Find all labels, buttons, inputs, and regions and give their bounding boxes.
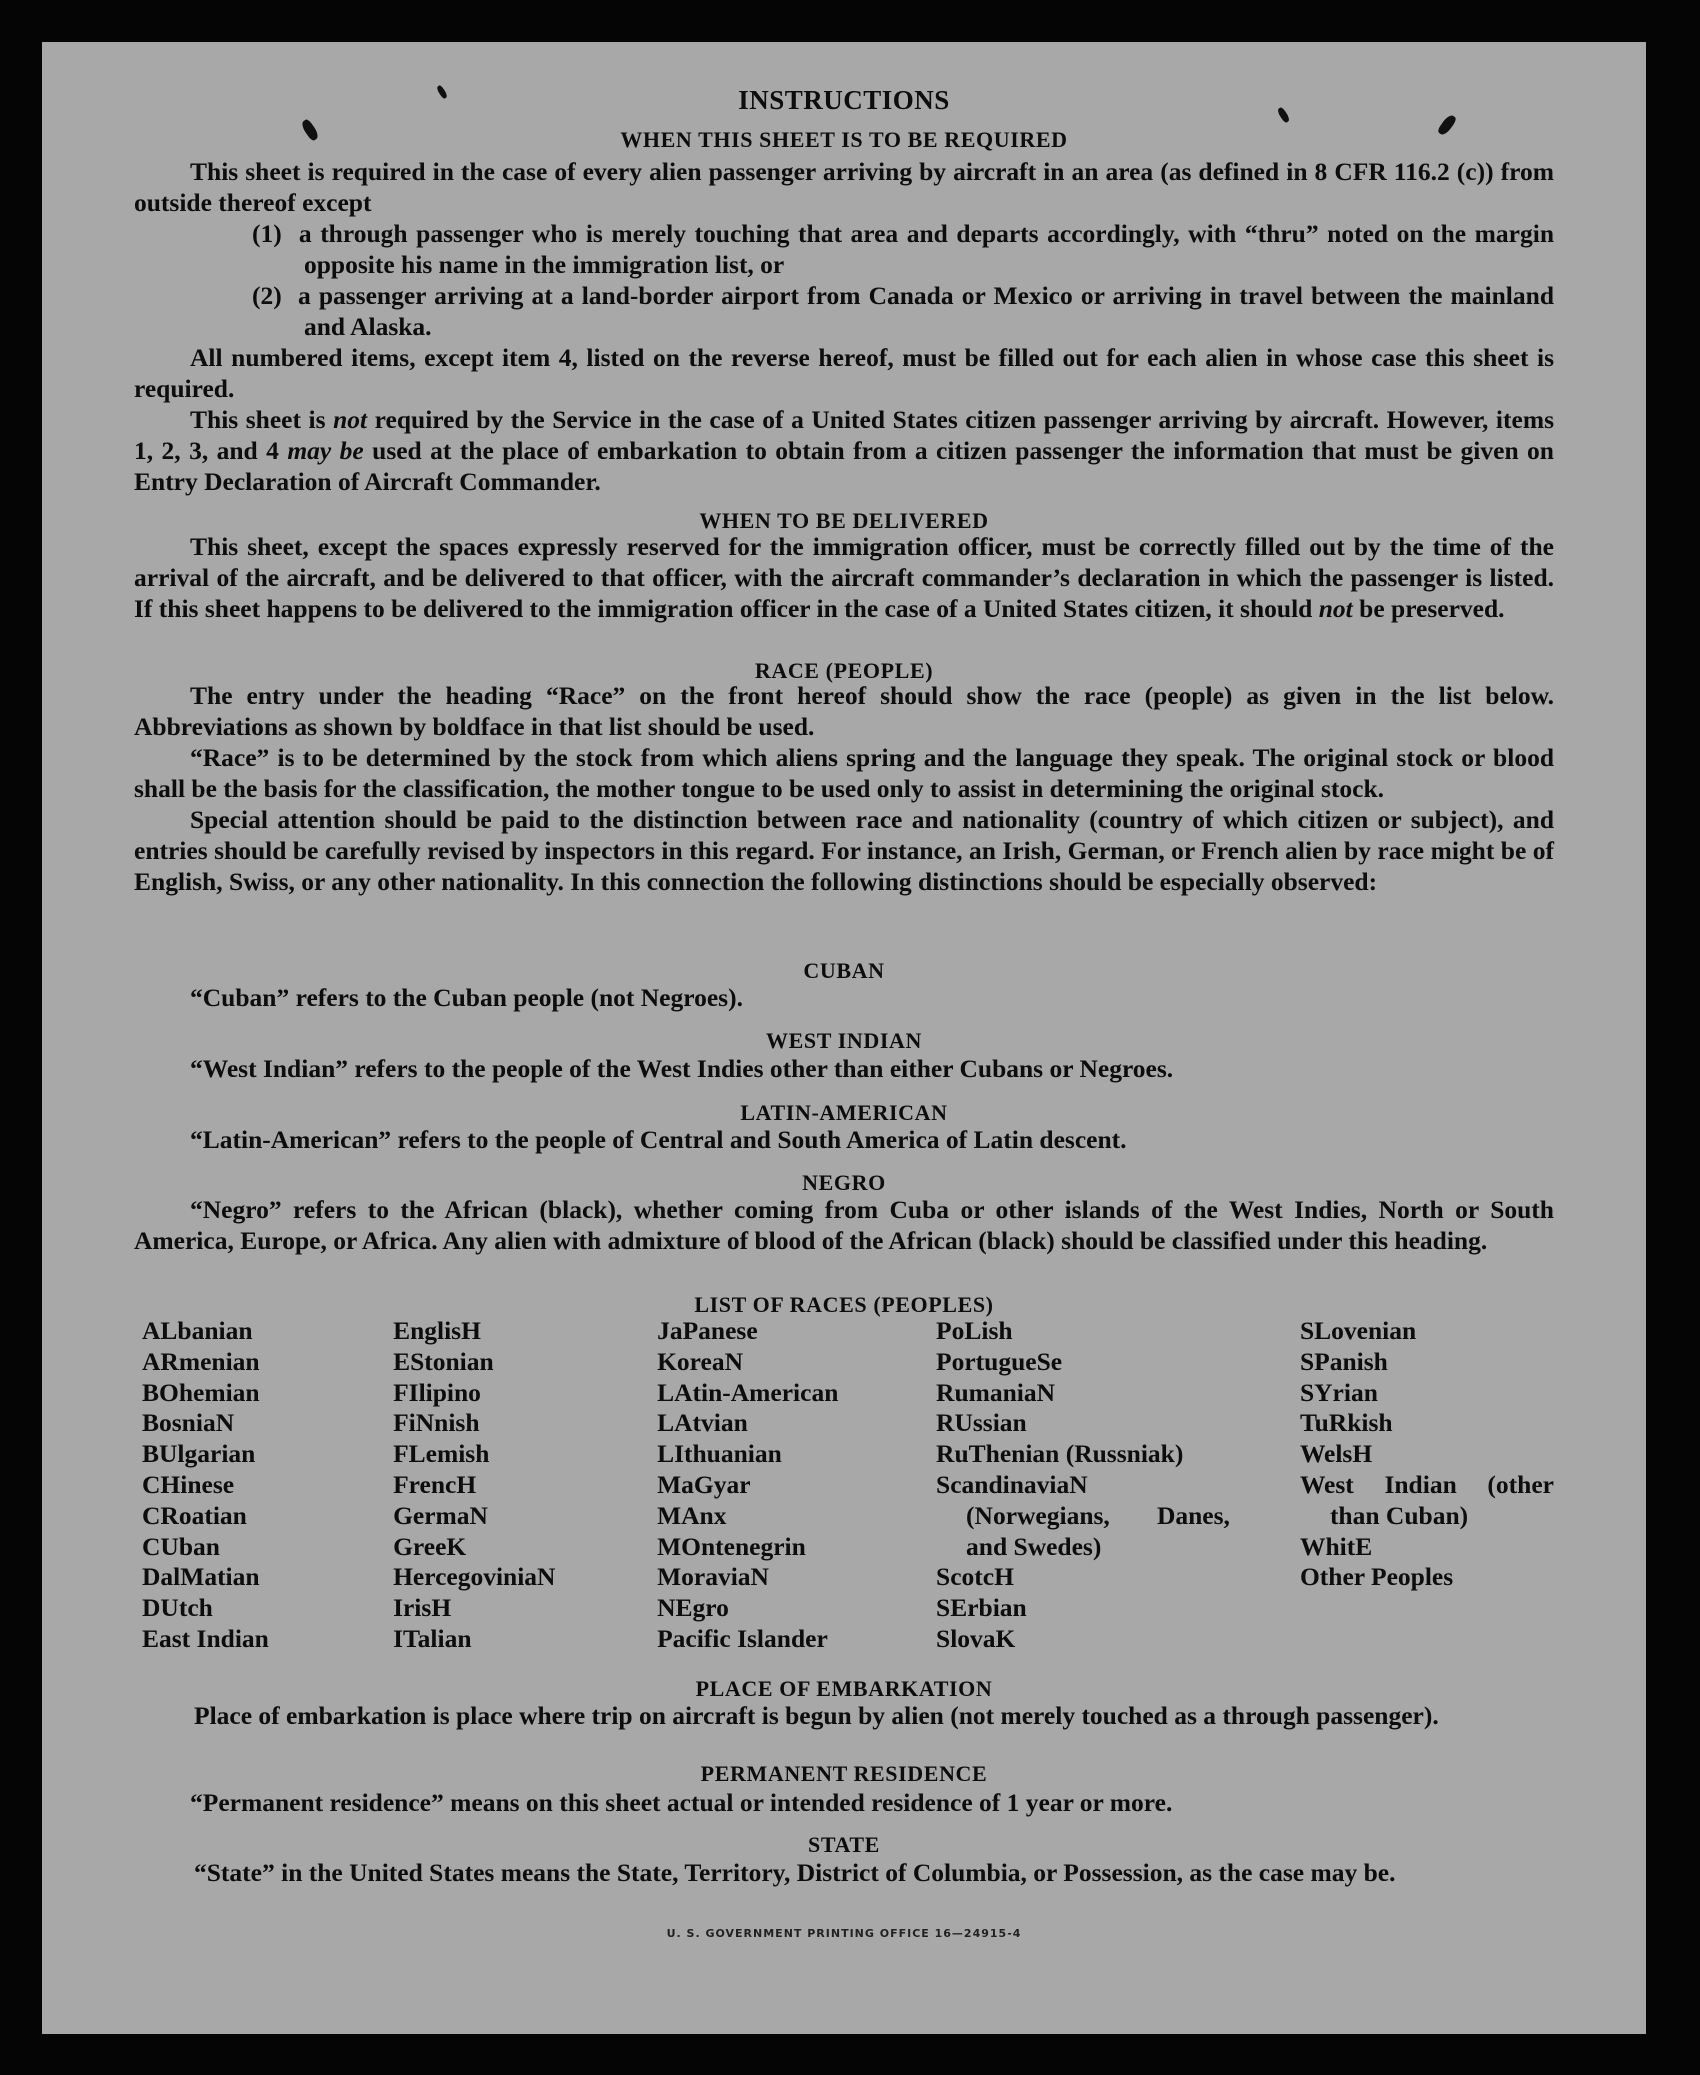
race-entry: JaPanese — [657, 1316, 758, 1345]
section-race — [134, 680, 1554, 897]
race-entry: MoraviaN — [657, 1562, 769, 1592]
races-column-1 — [142, 1316, 393, 1655]
race-entry: LAtin-American — [657, 1377, 839, 1407]
document-sheet — [42, 42, 1646, 2034]
paragraph: “Negro” refers to the African (black), whether coming from Cuba or other islands of the West Indies, North or South America, Europe, or Africa. Any alien with admixture of blood of the African (black) should be classified under this heading. — [134, 1195, 1554, 1255]
race-entry: PoLish — [936, 1316, 1013, 1345]
item-number: (2) — [252, 281, 282, 310]
text: be preserved. — [1352, 594, 1505, 623]
races-column-3 — [657, 1316, 936, 1655]
text: This sheet is — [190, 405, 334, 434]
item-text: a through passenger who is merely touching that area and departs accordingly, with “thru” noted on the margin opposite his name in the immigration list, or — [298, 219, 1555, 279]
race-entry: ALbanian — [142, 1316, 253, 1345]
exception-item-2 — [134, 280, 1554, 342]
heading-list-of-races: LIST OF RACES (PEOPLES) — [694, 1292, 994, 1317]
heading-race: RACE (PEOPLE) — [754, 658, 934, 683]
paragraph: “Permanent residence” means on this sheet actual or intended residence of 1 year or more. — [190, 1788, 1173, 1817]
race-entry: FLemish — [393, 1439, 490, 1469]
race-entry: CRoatian — [142, 1500, 247, 1530]
text: used at the place of embarkation to obtain from a citizen passenger the information that must be given on Entry Declaration of Aircraft Commander. — [134, 436, 1554, 496]
race-entry: RuThenian (Russniak) — [936, 1439, 1184, 1469]
race-entry: ITalian — [393, 1623, 472, 1653]
race-entry: BUlgarian — [142, 1439, 256, 1469]
race-entry: BOhemian — [142, 1377, 260, 1407]
race-entry: ScotcH — [936, 1562, 1014, 1592]
paragraph: “Race” is to be determined by the stock from which aliens spring and the language they speak. The original stock or blood shall be the basis for the classification, the mother tongue to be used only to assist in determining the original stock. — [134, 743, 1554, 803]
paragraph: “State” in the United States means the State, Territory, District of Columbia, or Possession, as the case may be. — [194, 1858, 1396, 1887]
race-entry: FIlipino — [393, 1377, 481, 1407]
paragraph: “Latin-American” refers to the people of Central and South America of Latin descent. — [190, 1125, 1127, 1154]
race-entry: IrisH — [393, 1593, 452, 1623]
heading-when-required: WHEN THIS SHEET IS TO BE REQUIRED — [620, 127, 1068, 152]
paragraph — [134, 531, 1554, 624]
races-column-5 — [1300, 1316, 1554, 1655]
race-entry: SYrian — [1299, 1377, 1378, 1407]
heading-place-of-embarkation: PLACE OF EMBARKATION — [695, 1676, 993, 1701]
paragraph: The entry under the heading “Race” on the front hereof should show the race (people) as given in the list below. Abbreviations as shown by boldface in that list should be used. — [134, 681, 1554, 741]
race-entry: West Indian (other than Cuban) — [1299, 1469, 1554, 1530]
race-entry: PortugueSe — [936, 1346, 1063, 1376]
section-when-required — [134, 156, 1554, 497]
emphasis: not — [333, 405, 368, 434]
paragraph: “West Indian” refers to the people of the West Indies other than either Cubans or Negroes. — [190, 1054, 1174, 1083]
paragraph: Special attention should be paid to the distinction between race and nationality (country of which citizen or subject), and entries should be carefully revised by inspectors in this regard. For instance, an Irish, German, or French alien by race might be of English, Swiss, or any other nationality. In this connection the following distinctions should be especially observed: — [134, 805, 1554, 896]
race-entry: EStonian — [393, 1346, 494, 1376]
race-entry: GermaN — [393, 1500, 488, 1530]
race-entry: SLovenian — [1299, 1316, 1417, 1345]
exception-item-1 — [134, 218, 1554, 280]
paragraph — [134, 404, 1554, 497]
section-residence — [134, 1787, 1554, 1818]
race-entry: CUban — [142, 1531, 220, 1561]
paragraph: All numbered items, except item 4, listed on the reverse hereof, must be filled out for each alien in whose case this sheet is required. — [134, 343, 1554, 403]
race-entry: SPanish — [1299, 1346, 1388, 1376]
section-west-indian — [134, 1053, 1554, 1084]
race-entry: HercegoviniaN — [393, 1562, 556, 1592]
text: required by the Service in the case of a United States citizen passenger arriving by aircraft. However, items 1, 2, 3, and 4 — [134, 405, 1554, 465]
race-entry: LIthuanian — [657, 1439, 782, 1469]
race-entry: WhitE — [1299, 1531, 1373, 1561]
race-entry: ARmenian — [142, 1346, 260, 1376]
paragraph: “Cuban” refers to the Cuban people (not Negroes). — [190, 983, 743, 1012]
race-entry: East Indian — [142, 1623, 269, 1653]
race-entry: RumaniaN — [936, 1377, 1056, 1407]
heading-permanent-residence: PERMANENT RESIDENCE — [700, 1761, 988, 1786]
item-text: a passenger arriving at a land-border airport from Canada or Mexico or arriving in travel between the mainland and Alaska. — [297, 281, 1555, 341]
race-entry: FrencH — [393, 1469, 477, 1499]
race-entry: DalMatian — [142, 1562, 260, 1592]
paragraph: Place of embarkation is place where trip on aircraft is begun by alien (not merely touched as a through passenger). — [194, 1701, 1439, 1730]
race-entry: DUtch — [142, 1593, 213, 1623]
printer-imprint: U. S. GOVERNMENT PRINTING OFFICE 16—24915-4 — [666, 1927, 1022, 1940]
text: This sheet, except the spaces expressly reserved for the immigration officer, must be correctly filled out by the time of the arrival of the aircraft, and be delivered to that officer, with the aircraft commander’s declaration in which the passenger is listed. If this sheet happens to be delivered to the immigration officer in the case of a United States citizen, it should — [134, 532, 1554, 623]
section-state — [138, 1857, 1560, 1888]
race-entry: ScandinaviaN (Norwegians, Danes, and Swedes) — [936, 1469, 1230, 1561]
section-cuban — [134, 982, 1554, 1013]
race-entry: KoreaN — [657, 1346, 744, 1376]
race-entry: MaGyar — [657, 1469, 751, 1499]
race-entry: GreeK — [393, 1531, 467, 1561]
races-column-4 — [936, 1316, 1230, 1655]
race-entry: CHinese — [142, 1469, 235, 1499]
heading-state: STATE — [808, 1832, 880, 1857]
race-entry: LAtvian — [657, 1408, 748, 1438]
section-negro — [134, 1194, 1554, 1256]
section-latin-american — [134, 1124, 1554, 1155]
race-entry: WelsH — [1299, 1439, 1373, 1469]
race-entry: BosniaN — [142, 1408, 235, 1438]
race-entry: FiNnish — [393, 1408, 480, 1438]
race-entry: NEgro — [657, 1593, 729, 1623]
section-embarkation — [138, 1700, 1560, 1731]
heading-west-indian: WEST INDIAN — [766, 1028, 922, 1053]
race-entry: SErbian — [936, 1593, 1027, 1623]
race-entry: RUssian — [936, 1408, 1027, 1438]
heading-when-delivered: WHEN TO BE DELIVERED — [699, 508, 989, 533]
heading-negro: NEGRO — [802, 1170, 886, 1195]
heading-cuban: CUBAN — [803, 958, 885, 983]
race-entry: MOntenegrin — [657, 1531, 806, 1561]
page-title: INSTRUCTIONS — [738, 85, 950, 115]
emphasis: may be — [287, 436, 364, 465]
race-entry: SlovaK — [936, 1623, 1016, 1653]
emphasis: not — [1318, 594, 1353, 623]
race-entry: Pacific Islander — [657, 1623, 828, 1653]
race-entry: TuRkish — [1299, 1408, 1393, 1438]
race-entry: EnglisH — [393, 1316, 481, 1345]
race-entry: Other Peoples — [1299, 1562, 1454, 1592]
races-list — [134, 1316, 1554, 1655]
paragraph: This sheet is required in the case of every alien passenger arriving by aircraft in an area (as defined in 8 CFR 116.2 (c)) from outside thereof except — [134, 157, 1554, 217]
race-entry: MAnx — [657, 1500, 727, 1530]
section-when-delivered — [134, 531, 1554, 624]
heading-latin-american: LATIN-AMERICAN — [740, 1100, 948, 1125]
item-number: (1) — [252, 219, 282, 248]
races-column-2 — [393, 1316, 657, 1655]
